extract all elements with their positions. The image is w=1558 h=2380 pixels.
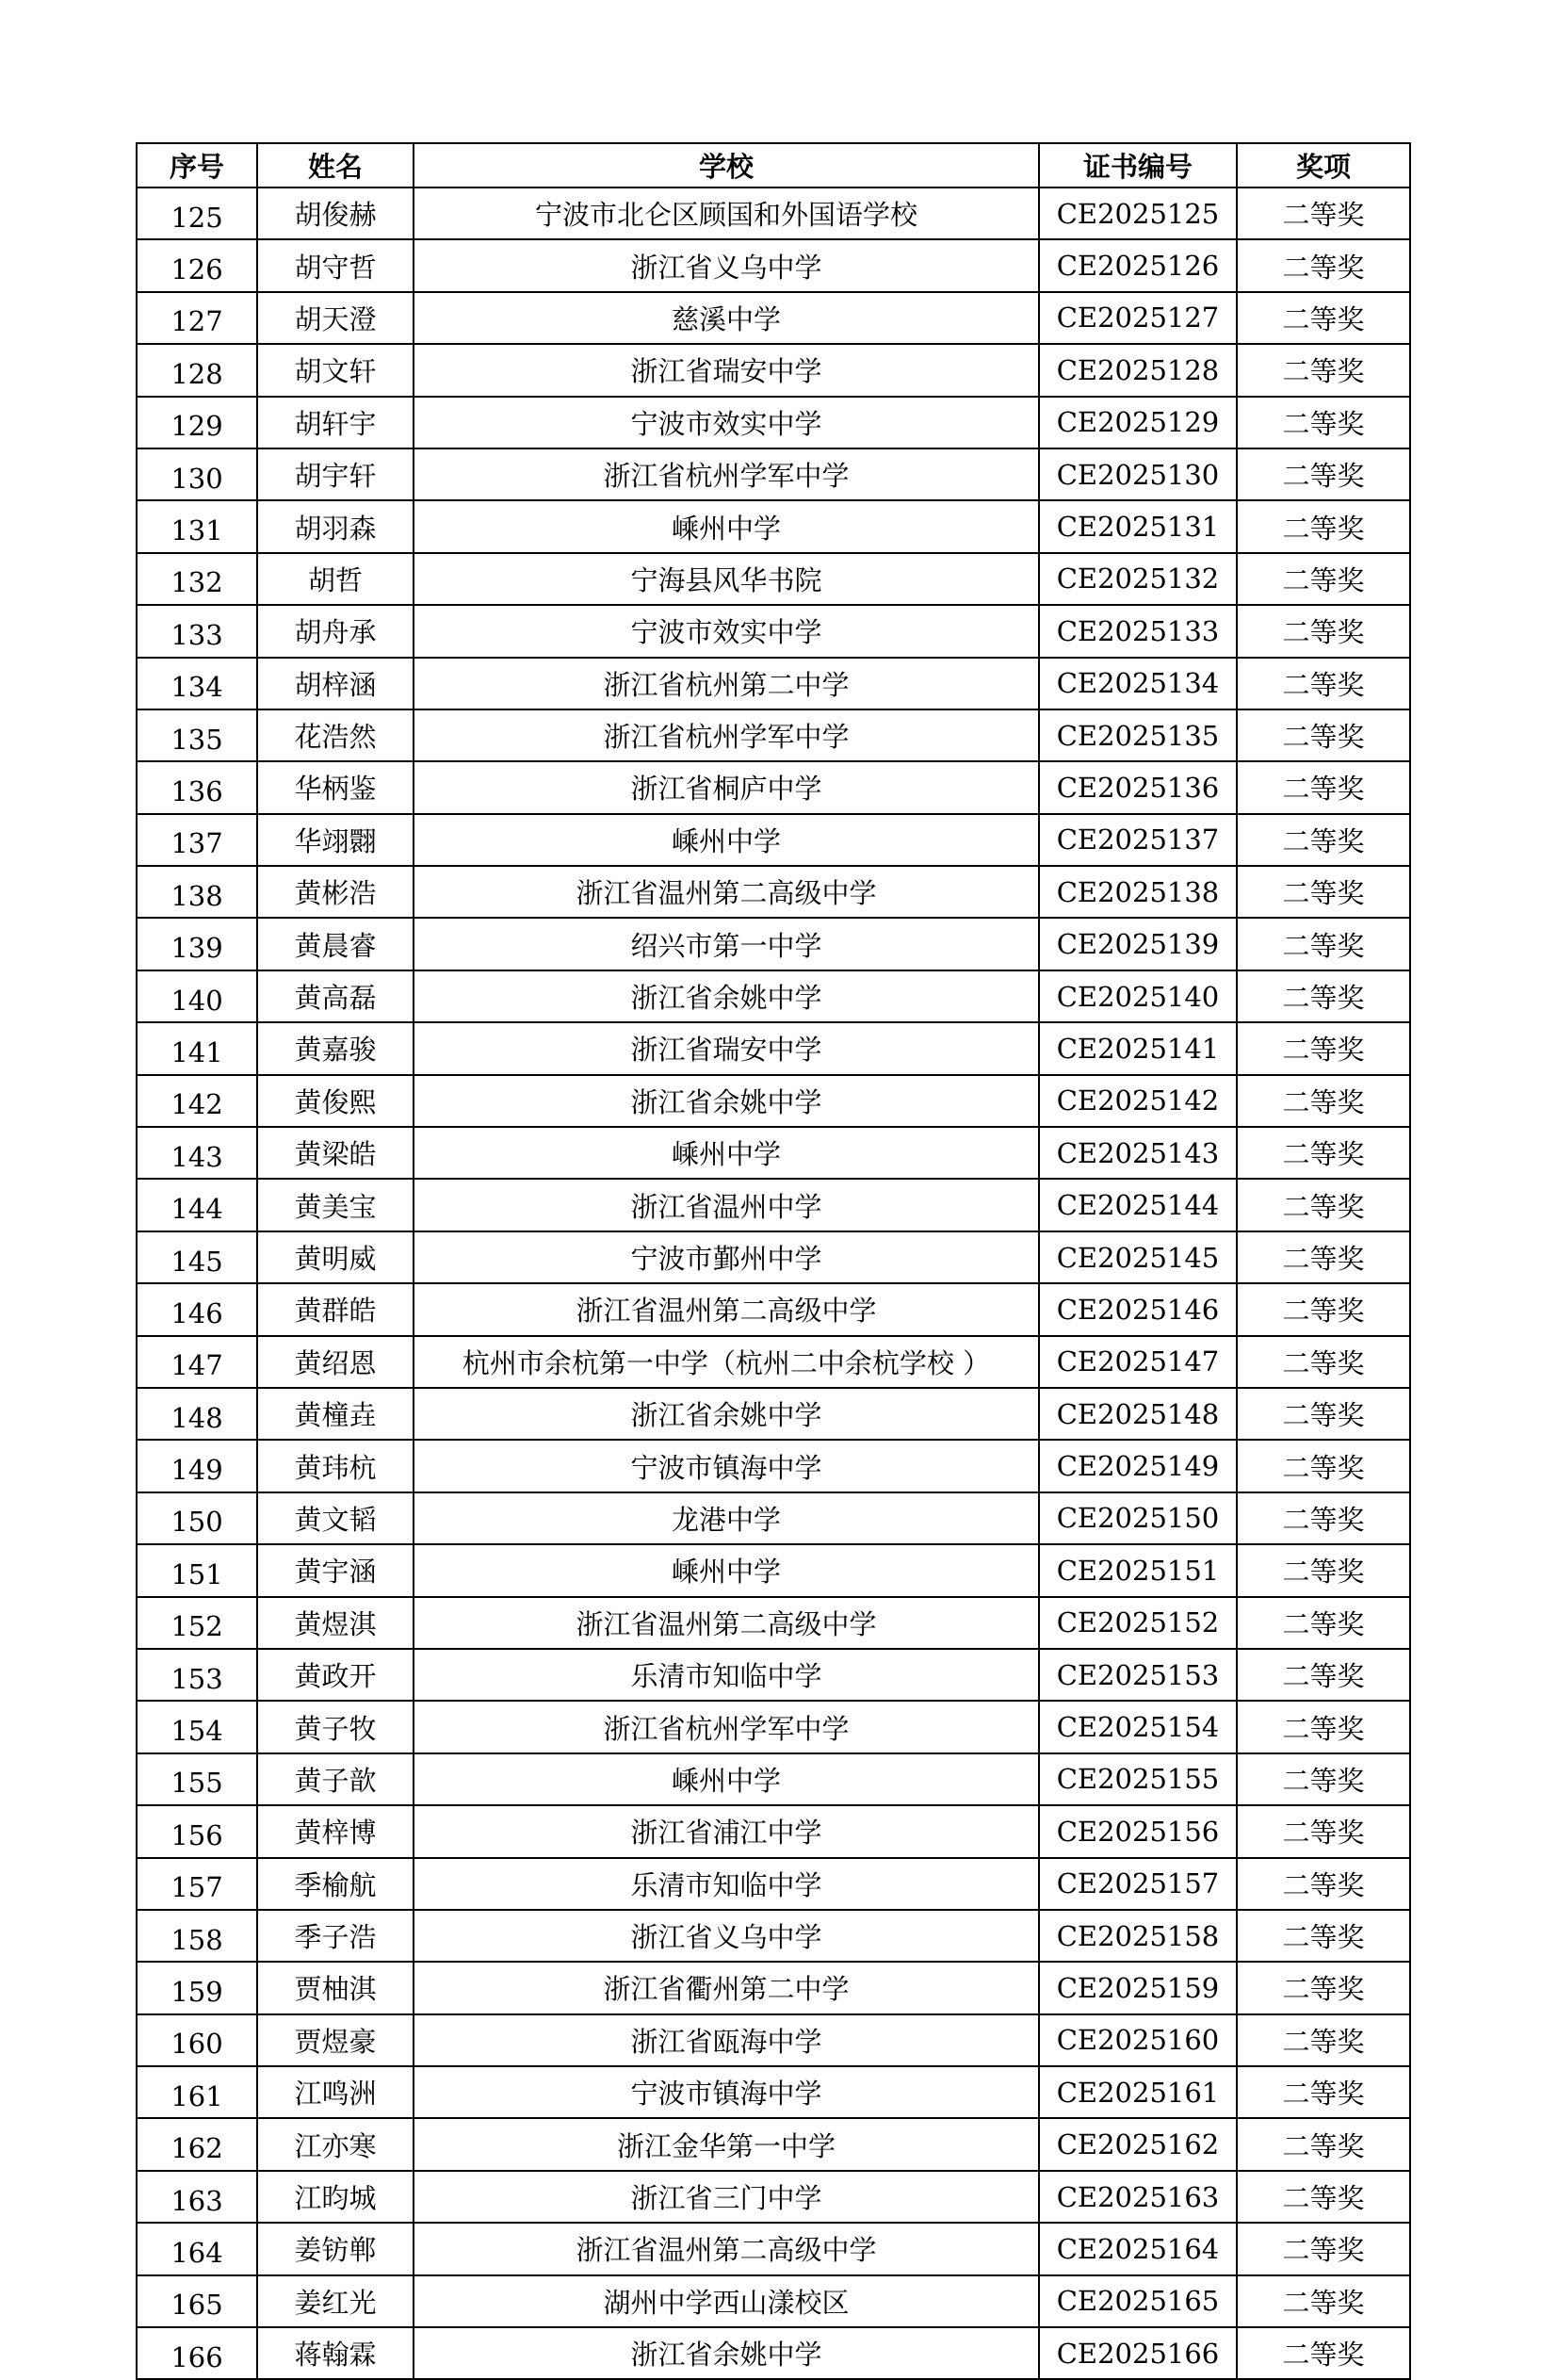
cell-name: 江亦寒: [257, 2118, 414, 2170]
cell-school: 宁波市效实中学: [414, 397, 1039, 448]
table-row: [137, 761, 1410, 813]
cell-award: 二等奖: [1237, 2066, 1410, 2118]
cell-seq: 126: [137, 239, 257, 291]
cell-name: 黄玮杭: [257, 1440, 414, 1492]
cell-school: 浙江省温州第二高级中学: [414, 866, 1039, 918]
cell-cert: CE2025148: [1039, 1388, 1237, 1440]
cell-school: 浙江省杭州第二中学: [414, 658, 1039, 709]
cell-award: 二等奖: [1237, 500, 1410, 552]
cell-cert: CE2025160: [1039, 2014, 1237, 2066]
cell-name: 黄晨睿: [257, 918, 414, 970]
cell-cert: CE2025130: [1039, 448, 1237, 500]
cell-cert: CE2025145: [1039, 1231, 1237, 1283]
cell-school: 龙港中学: [414, 1492, 1039, 1544]
cell-award: 二等奖: [1237, 2014, 1410, 2066]
cell-award: 二等奖: [1237, 1492, 1410, 1544]
cell-name: 黄政开: [257, 1649, 414, 1701]
cell-school: 浙江省桐庐中学: [414, 761, 1039, 813]
cell-name: 黄群皓: [257, 1283, 414, 1335]
cell-award: 二等奖: [1237, 1544, 1410, 1596]
cell-cert: CE2025142: [1039, 1075, 1237, 1127]
cell-school: 嵊州中学: [414, 1544, 1039, 1596]
cell-school: 宁波市镇海中学: [414, 2066, 1039, 2118]
cell-award: 二等奖: [1237, 1022, 1410, 1074]
cell-seq: 131: [137, 500, 257, 552]
cell-award: 二等奖: [1237, 1753, 1410, 1805]
cell-award: 二等奖: [1237, 1231, 1410, 1283]
cell-award: 二等奖: [1237, 709, 1410, 761]
table-row: [137, 1336, 1410, 1388]
cell-cert: CE2025162: [1039, 2118, 1237, 2170]
table-row: [137, 1753, 1410, 1805]
cell-name: 胡哲: [257, 553, 414, 605]
cell-name: 胡梓涵: [257, 658, 414, 709]
cell-school: 浙江金华第一中学: [414, 2118, 1039, 2170]
cell-school: 浙江省瑞安中学: [414, 1022, 1039, 1074]
cell-award: 二等奖: [1237, 2223, 1410, 2274]
cell-cert: CE2025125: [1039, 187, 1237, 239]
cell-school: 宁波市鄞州中学: [414, 1231, 1039, 1283]
cell-name: 贾煜豪: [257, 2014, 414, 2066]
cell-seq: 144: [137, 1179, 257, 1231]
header-name: 姓名: [257, 143, 414, 187]
cell-school: 浙江省瓯海中学: [414, 2014, 1039, 2066]
table-row: [137, 658, 1410, 709]
cell-award: 二等奖: [1237, 1858, 1410, 1910]
cell-school: 宁波市效实中学: [414, 605, 1039, 657]
cell-name: 花浩然: [257, 709, 414, 761]
cell-school: 浙江省杭州学军中学: [414, 448, 1039, 500]
cell-cert: CE2025161: [1039, 2066, 1237, 2118]
table-row: [137, 970, 1410, 1022]
cell-school: 浙江省义乌中学: [414, 239, 1039, 291]
cell-name: 黄明威: [257, 1231, 414, 1283]
cell-cert: CE2025129: [1039, 397, 1237, 448]
cell-seq: 130: [137, 448, 257, 500]
cell-cert: CE2025157: [1039, 1858, 1237, 1910]
table-row: [137, 1649, 1410, 1701]
cell-seq: 162: [137, 2118, 257, 2170]
cell-award: 二等奖: [1237, 658, 1410, 709]
cell-school: 浙江省三门中学: [414, 2171, 1039, 2223]
cell-award: 二等奖: [1237, 292, 1410, 344]
cell-school: 宁波市镇海中学: [414, 1440, 1039, 1492]
cell-cert: CE2025165: [1039, 2275, 1237, 2327]
cell-school: 浙江省余姚中学: [414, 1075, 1039, 1127]
cell-name: 黄文韬: [257, 1492, 414, 1544]
table-row: [137, 1858, 1410, 1910]
cell-name: 黄彬浩: [257, 866, 414, 918]
cell-school: 乐清市知临中学: [414, 1858, 1039, 1910]
cell-school: 宁波市北仑区顾国和外国语学校: [414, 187, 1039, 239]
cell-name: 黄美宝: [257, 1179, 414, 1231]
table-row: [137, 2171, 1410, 2223]
cell-name: 黄高磊: [257, 970, 414, 1022]
table-row: [137, 2118, 1410, 2170]
cell-award: 二等奖: [1237, 814, 1410, 866]
table-row: [137, 1179, 1410, 1231]
cell-award: 二等奖: [1237, 1336, 1410, 1388]
cell-name: 胡俊赫: [257, 187, 414, 239]
cell-cert: CE2025139: [1039, 918, 1237, 970]
cell-award: 二等奖: [1237, 1388, 1410, 1440]
cell-seq: 143: [137, 1127, 257, 1179]
cell-cert: CE2025128: [1039, 344, 1237, 396]
table-row: [137, 1075, 1410, 1127]
cell-seq: 166: [137, 2327, 257, 2379]
cell-award: 二等奖: [1237, 1283, 1410, 1335]
cell-cert: CE2025137: [1039, 814, 1237, 866]
cell-award: 二等奖: [1237, 1649, 1410, 1701]
cell-school: 浙江省浦江中学: [414, 1805, 1039, 1857]
cell-school: 浙江省温州第二高级中学: [414, 1283, 1039, 1335]
cell-name: 贾柚淇: [257, 1962, 414, 2013]
cell-school: 嵊州中学: [414, 1127, 1039, 1179]
cell-award: 二等奖: [1237, 397, 1410, 448]
cell-cert: CE2025144: [1039, 1179, 1237, 1231]
cell-name: 江鸣洲: [257, 2066, 414, 2118]
cell-seq: 159: [137, 1962, 257, 2013]
header-seq: 序号: [137, 143, 257, 187]
cell-cert: CE2025163: [1039, 2171, 1237, 2223]
cell-name: 胡舟承: [257, 605, 414, 657]
cell-seq: 152: [137, 1597, 257, 1649]
cell-name: 黄俊熙: [257, 1075, 414, 1127]
cell-name: 胡天澄: [257, 292, 414, 344]
cell-cert: CE2025143: [1039, 1127, 1237, 1179]
cell-award: 二等奖: [1237, 1597, 1410, 1649]
cell-award: 二等奖: [1237, 1701, 1410, 1752]
cell-name: 黄嘉骏: [257, 1022, 414, 1074]
cell-seq: 154: [137, 1701, 257, 1752]
cell-school: 浙江省温州中学: [414, 1179, 1039, 1231]
table-row: [137, 1127, 1410, 1179]
cell-seq: 148: [137, 1388, 257, 1440]
cell-seq: 132: [137, 553, 257, 605]
cell-seq: 149: [137, 1440, 257, 1492]
cell-name: 黄宇涵: [257, 1544, 414, 1596]
cell-cert: CE2025164: [1039, 2223, 1237, 2274]
cell-cert: CE2025138: [1039, 866, 1237, 918]
cell-school: 浙江省杭州学军中学: [414, 1701, 1039, 1752]
cell-school: 浙江省温州第二高级中学: [414, 2223, 1039, 2274]
cell-seq: 136: [137, 761, 257, 813]
cell-award: 二等奖: [1237, 553, 1410, 605]
cell-name: 姜钫郸: [257, 2223, 414, 2274]
table-row: [137, 1597, 1410, 1649]
table-row: [137, 1544, 1410, 1596]
cell-cert: CE2025134: [1039, 658, 1237, 709]
table-row: [137, 397, 1410, 448]
cell-cert: CE2025151: [1039, 1544, 1237, 1596]
cell-award: 二等奖: [1237, 1440, 1410, 1492]
cell-school: 宁海县风华书院: [414, 553, 1039, 605]
cell-school: 嵊州中学: [414, 814, 1039, 866]
cell-seq: 146: [137, 1283, 257, 1335]
cell-seq: 155: [137, 1753, 257, 1805]
award-table: [136, 142, 1411, 2380]
cell-name: 华柄鉴: [257, 761, 414, 813]
cell-award: 二等奖: [1237, 970, 1410, 1022]
cell-name: 胡守哲: [257, 239, 414, 291]
table-row: [137, 605, 1410, 657]
table-row: [137, 1962, 1410, 2013]
cell-cert: CE2025153: [1039, 1649, 1237, 1701]
table-row: [137, 1022, 1410, 1074]
header-row: [137, 143, 1410, 187]
header-school: 学校: [414, 143, 1039, 187]
table-row: [137, 1283, 1410, 1335]
table-row: [137, 814, 1410, 866]
cell-name: 蒋翰霖: [257, 2327, 414, 2379]
cell-name: 黄子歆: [257, 1753, 414, 1805]
cell-cert: CE2025150: [1039, 1492, 1237, 1544]
cell-name: 黄绍恩: [257, 1336, 414, 1388]
cell-school: 浙江省杭州学军中学: [414, 709, 1039, 761]
cell-seq: 129: [137, 397, 257, 448]
cell-name: 胡羽森: [257, 500, 414, 552]
cell-seq: 164: [137, 2223, 257, 2274]
cell-seq: 151: [137, 1544, 257, 1596]
cell-award: 二等奖: [1237, 761, 1410, 813]
cell-name: 黄梓博: [257, 1805, 414, 1857]
table-row: [137, 2066, 1410, 2118]
cell-seq: 156: [137, 1805, 257, 1857]
cell-name: 胡轩宇: [257, 397, 414, 448]
table-row: [137, 2223, 1410, 2274]
cell-award: 二等奖: [1237, 1179, 1410, 1231]
table-row: [137, 918, 1410, 970]
cell-name: 黄梁皓: [257, 1127, 414, 1179]
cell-cert: CE2025135: [1039, 709, 1237, 761]
cell-seq: 163: [137, 2171, 257, 2223]
cell-cert: CE2025155: [1039, 1753, 1237, 1805]
cell-name: 华翊翾: [257, 814, 414, 866]
cell-seq: 135: [137, 709, 257, 761]
header-award: 奖项: [1237, 143, 1410, 187]
table-row: [137, 1701, 1410, 1752]
table-header: [137, 143, 1410, 187]
cell-award: 二等奖: [1237, 1910, 1410, 1962]
table-row: [137, 1231, 1410, 1283]
cell-school: 浙江省瑞安中学: [414, 344, 1039, 396]
cell-award: 二等奖: [1237, 2171, 1410, 2223]
cell-name: 季榆航: [257, 1858, 414, 1910]
cell-award: 二等奖: [1237, 1962, 1410, 2013]
cell-seq: 157: [137, 1858, 257, 1910]
cell-cert: CE2025149: [1039, 1440, 1237, 1492]
cell-seq: 161: [137, 2066, 257, 2118]
table-row: [137, 553, 1410, 605]
cell-cert: CE2025141: [1039, 1022, 1237, 1074]
cell-school: 嵊州中学: [414, 1753, 1039, 1805]
cell-seq: 125: [137, 187, 257, 239]
cell-cert: CE2025132: [1039, 553, 1237, 605]
cell-seq: 147: [137, 1336, 257, 1388]
cell-seq: 139: [137, 918, 257, 970]
cell-award: 二等奖: [1237, 239, 1410, 291]
cell-cert: CE2025127: [1039, 292, 1237, 344]
cell-school: 杭州市余杭第一中学（杭州二中余杭学校 ）: [414, 1336, 1039, 1388]
cell-award: 二等奖: [1237, 918, 1410, 970]
cell-name: 黄橦垚: [257, 1388, 414, 1440]
cell-award: 二等奖: [1237, 866, 1410, 918]
cell-seq: 153: [137, 1649, 257, 1701]
cell-name: 胡文轩: [257, 344, 414, 396]
cell-school: 湖州中学西山漾校区: [414, 2275, 1039, 2327]
cell-cert: CE2025158: [1039, 1910, 1237, 1962]
table-row: [137, 2014, 1410, 2066]
table-row: [137, 2327, 1410, 2379]
cell-cert: CE2025156: [1039, 1805, 1237, 1857]
cell-cert: CE2025131: [1039, 500, 1237, 552]
header-cert: 证书编号: [1039, 143, 1237, 187]
cell-school: 嵊州中学: [414, 500, 1039, 552]
cell-cert: CE2025154: [1039, 1701, 1237, 1752]
cell-school: 绍兴市第一中学: [414, 918, 1039, 970]
table-row: [137, 866, 1410, 918]
cell-seq: 140: [137, 970, 257, 1022]
cell-school: 浙江省余姚中学: [414, 970, 1039, 1022]
cell-cert: CE2025126: [1039, 239, 1237, 291]
cell-seq: 128: [137, 344, 257, 396]
cell-cert: CE2025147: [1039, 1336, 1237, 1388]
cell-award: 二等奖: [1237, 1805, 1410, 1857]
table-body: [137, 187, 1410, 2379]
cell-award: 二等奖: [1237, 1127, 1410, 1179]
cell-name: 黄煜淇: [257, 1597, 414, 1649]
cell-school: 浙江省余姚中学: [414, 1388, 1039, 1440]
cell-cert: CE2025152: [1039, 1597, 1237, 1649]
cell-cert: CE2025146: [1039, 1283, 1237, 1335]
table-row: [137, 292, 1410, 344]
table-row: [137, 187, 1410, 239]
cell-cert: CE2025133: [1039, 605, 1237, 657]
cell-award: 二等奖: [1237, 187, 1410, 239]
cell-cert: CE2025166: [1039, 2327, 1237, 2379]
table-row: [137, 500, 1410, 552]
cell-name: 季子浩: [257, 1910, 414, 1962]
cell-school: 浙江省义乌中学: [414, 1910, 1039, 1962]
cell-seq: 160: [137, 2014, 257, 2066]
table-row: [137, 2275, 1410, 2327]
cell-award: 二等奖: [1237, 448, 1410, 500]
cell-award: 二等奖: [1237, 1075, 1410, 1127]
cell-award: 二等奖: [1237, 2327, 1410, 2379]
cell-award: 二等奖: [1237, 605, 1410, 657]
table-row: [137, 1388, 1410, 1440]
cell-cert: CE2025140: [1039, 970, 1237, 1022]
table-row: [137, 1910, 1410, 1962]
cell-school: 浙江省余姚中学: [414, 2327, 1039, 2379]
cell-seq: 127: [137, 292, 257, 344]
table-row: [137, 344, 1410, 396]
table-row: [137, 1440, 1410, 1492]
cell-seq: 133: [137, 605, 257, 657]
table-row: [137, 1492, 1410, 1544]
cell-seq: 150: [137, 1492, 257, 1544]
cell-school: 浙江省衢州第二中学: [414, 1962, 1039, 2013]
table-row: [137, 1805, 1410, 1857]
cell-name: 姜红光: [257, 2275, 414, 2327]
table-row: [137, 239, 1410, 291]
cell-seq: 142: [137, 1075, 257, 1127]
cell-cert: CE2025136: [1039, 761, 1237, 813]
cell-seq: 145: [137, 1231, 257, 1283]
cell-seq: 138: [137, 866, 257, 918]
cell-seq: 165: [137, 2275, 257, 2327]
cell-school: 浙江省温州第二高级中学: [414, 1597, 1039, 1649]
cell-award: 二等奖: [1237, 2275, 1410, 2327]
cell-name: 江昀城: [257, 2171, 414, 2223]
table-row: [137, 709, 1410, 761]
cell-seq: 137: [137, 814, 257, 866]
table-row: [137, 448, 1410, 500]
cell-award: 二等奖: [1237, 2118, 1410, 2170]
cell-school: 慈溪中学: [414, 292, 1039, 344]
cell-school: 乐清市知临中学: [414, 1649, 1039, 1701]
cell-cert: CE2025159: [1039, 1962, 1237, 2013]
cell-name: 黄子牧: [257, 1701, 414, 1752]
cell-seq: 141: [137, 1022, 257, 1074]
cell-award: 二等奖: [1237, 344, 1410, 396]
cell-name: 胡宇轩: [257, 448, 414, 500]
cell-seq: 134: [137, 658, 257, 709]
cell-seq: 158: [137, 1910, 257, 1962]
